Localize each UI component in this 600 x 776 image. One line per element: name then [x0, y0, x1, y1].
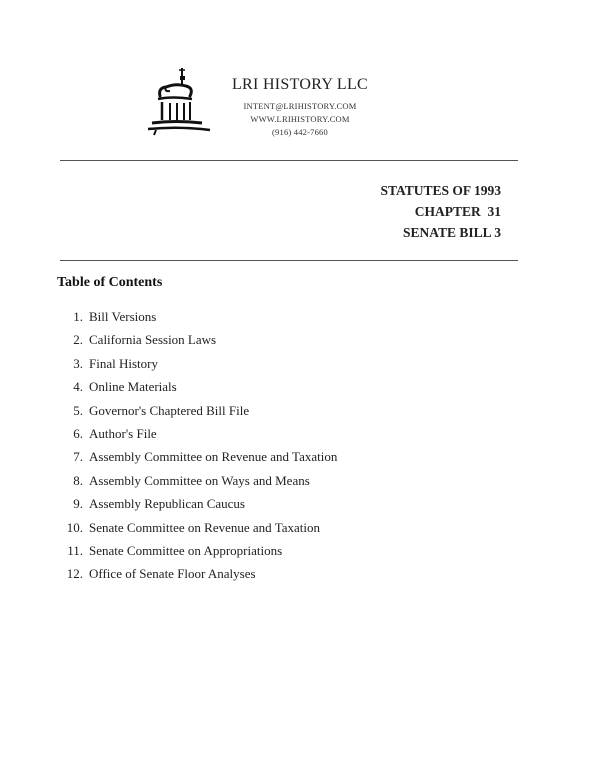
toc-item-number: 12. [66, 566, 83, 582]
company-name: LRI HISTORY LLC [231, 76, 369, 93]
company-header [225, 76, 375, 139]
toc-item-number: 3. [73, 355, 83, 371]
toc-item[interactable] [57, 562, 337, 585]
toc-item-label: Senate Committee on Revenue and Taxation [89, 519, 320, 535]
toc-item[interactable] [57, 305, 337, 328]
toc-item-number: 10. [66, 519, 83, 535]
company-email: INTENT@LRIHISTORY.COM [243, 101, 357, 111]
toc-item-label: Assembly Committee on Ways and Means [89, 472, 310, 488]
toc-item[interactable] [57, 539, 337, 562]
statute-bill: SENATE BILL 3 [402, 225, 501, 240]
toc-item[interactable] [57, 469, 337, 492]
toc-item[interactable] [57, 375, 337, 398]
toc-item-label: Author's File [89, 426, 157, 442]
toc-item-label: Assembly Republican Caucus [89, 496, 245, 512]
toc-item-number: 2. [73, 332, 83, 348]
toc-item-label: California Session Laws [89, 332, 217, 348]
toc-item-number: 8. [73, 472, 83, 488]
toc-item[interactable] [57, 422, 337, 445]
toc-item-label: Senate Committee on Appropriations [89, 543, 283, 559]
toc-item-label: Final History [89, 355, 158, 371]
capitol-dome-icon [146, 66, 212, 138]
toc-item-number: 9. [73, 496, 83, 512]
statute-chapter: CHAPTER 31 [414, 204, 501, 219]
toc-item-number: 6. [73, 426, 83, 442]
toc-item-label: Governor's Chaptered Bill File [89, 402, 250, 418]
toc-item-number: 7. [73, 449, 83, 465]
toc-item-label: Online Materials [89, 379, 177, 395]
statute-year: STATUTES OF 1993 [380, 183, 501, 198]
statute-info [380, 180, 501, 243]
toc-item[interactable] [57, 399, 337, 422]
toc-item[interactable] [57, 352, 337, 375]
bottom-divider [60, 260, 518, 261]
toc-item[interactable] [57, 328, 337, 351]
company-phone: (916) 442-7660 [272, 127, 328, 137]
top-divider [60, 160, 518, 161]
company-website: WWW.LRIHISTORY.COM [250, 114, 350, 124]
logo-drawing [146, 66, 212, 138]
toc-item-label: Bill Versions [89, 309, 157, 324]
toc-item-label: Assembly Committee on Revenue and Taxation [89, 449, 338, 465]
toc-item-label: Office of Senate Floor Analyses [89, 566, 256, 582]
toc-item-number: 4. [73, 379, 83, 395]
toc-item-number: 11. [67, 543, 83, 559]
toc-item-number: 1. [73, 309, 83, 324]
toc-item[interactable] [57, 492, 337, 515]
toc-item[interactable] [57, 445, 337, 468]
toc-title: Table of Contents [57, 275, 163, 290]
toc-item-number: 5. [73, 402, 83, 418]
toc-item[interactable] [57, 516, 337, 539]
toc-list [57, 305, 337, 586]
